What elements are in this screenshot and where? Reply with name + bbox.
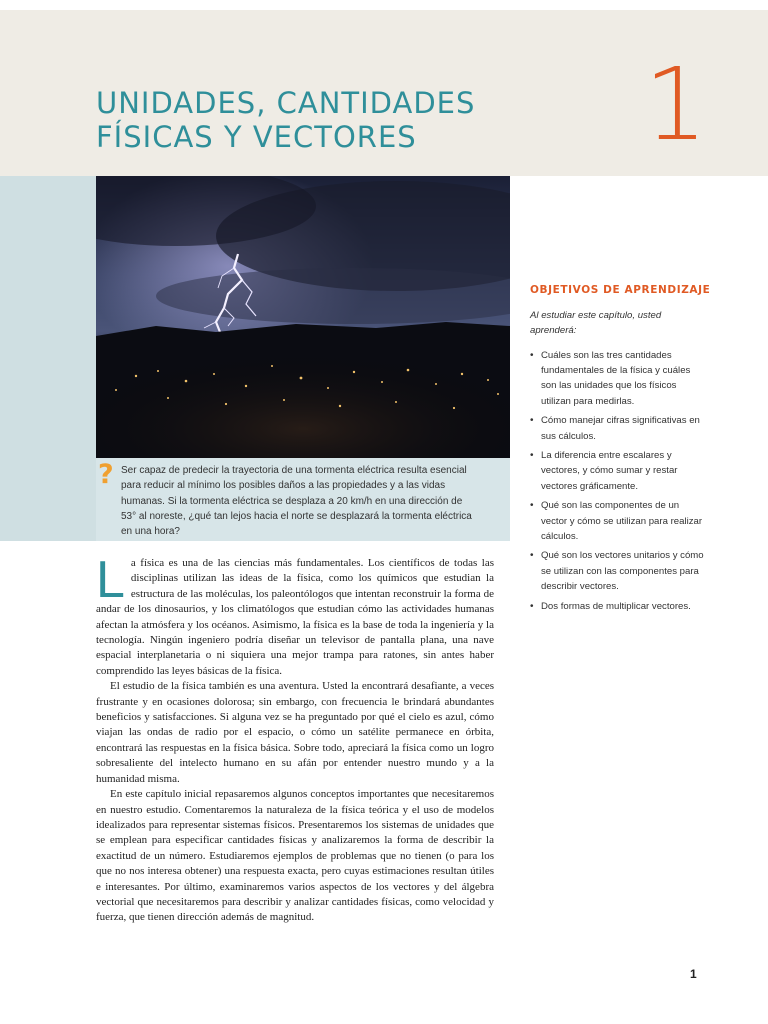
- objectives-list: [530, 348, 705, 614]
- chapter-title-line-2: FÍSICAS Y VECTORES: [96, 120, 417, 154]
- photo-caption: Ser capaz de predecir la trayectoria de una tormenta eléctrica resulta esencial para reducir al mínimo los posibles daños a las propiedades y a las vidas humanas. Si la tormenta eléctrica se desplaza a 20 km/h en una dirección de 53° al noreste, ¿qué tan lejos hacia el norte se desplazará la tormenta eléctrica en una hora?: [121, 465, 472, 538]
- chapter-title: [96, 86, 556, 154]
- objective-item: • Cuáles son las tres cantidades fundamentales de la física y cuáles son las unidades que los físicos utilizan para medirlas.: [530, 348, 705, 409]
- left-accent-band: [0, 176, 96, 541]
- objective-item: • Cómo manejar cifras significativas en sus cálculos.: [530, 413, 705, 443]
- objective-item: • Dos formas de multiplicar vectores.: [530, 599, 705, 614]
- chapter-body: [96, 551, 494, 926]
- page-number: 1: [690, 967, 697, 981]
- objective-item: • La diferencia entre escalares y vectores, y cómo sumar y restar vectores gráficamente.: [530, 448, 705, 494]
- top-margin: [0, 0, 768, 10]
- objective-item: • Qué son los vectores unitarios y cómo se utilizan con las componentes para describir vectores.: [530, 548, 705, 594]
- objectives-intro: Al estudiar este capítulo, usted aprenderá:: [530, 310, 662, 336]
- drop-cap: L: [96, 551, 125, 609]
- chapter-number: 1: [644, 46, 708, 163]
- body-paragraph-3: En este capítulo inicial repasaremos algunos conceptos importantes que necesitaremos en nuestro estudio. Comentaremos la naturaleza de la física teórica y el uso de modelos idealizados para representar sistemas físicos. Presentaremos los sistemas de unidades que se emplean para especificar cantidades físicas y analizaremos la forma de describir la exactitud de un número. Estudiaremos ejemplos de problemas que no tienen (o para los que no nos interesa obtener) una respuesta exacta, pero cuyas estimaciones resultan útiles e interesantes. Por último, examinaremos varios aspectos de los vectores y del álgebra vectorial que necesitaremos para describir y analizar cantidades físicas, como velocidad y fuerza, que tienen dirección además de magnitud.: [96, 788, 494, 924]
- question-mark-icon: ?: [98, 459, 114, 490]
- objective-item: • Qué son las componentes de un vector y cómo se utilizan para realizar cálculos.: [530, 498, 705, 544]
- body-paragraph-1: [96, 551, 494, 679]
- learning-objectives: [530, 284, 711, 618]
- lightning-storm-photo: [96, 176, 510, 458]
- chapter-title-line-1: UNIDADES, CANTIDADES: [96, 86, 476, 120]
- body-paragraph-2: El estudio de la física también es una aventura. Usted la encontrará desafiante, a veces frustrante y en ocasiones dolorosa; sin embargo, con frecuencia le brindará abundantes beneficios y satisfacciones. Si alguna vez se ha preguntado por qué el cielo es azul, cómo viajan las ondas de radio por el espacio, o cómo un satélite permanece en órbita, encontrará las respuestas en la física básica. Sobre todo, apreciará la física como un logro sobresaliente del intelecto humano en su afán por entender nuestro mundo y a la humanidad misma.: [96, 680, 494, 785]
- objectives-heading: OBJETIVOS DE APRENDIZAJE: [530, 284, 711, 296]
- body-paragraph-1-text: a física es una de las ciencias más fundamentales. Los científicos de todas las disciplinas utilizan las ideas de la física, como los químicos que estudian la estructura de las moléculas, los paleontólogos que intentan reconstruir la forma de andar de los dinosaurios, y los climatólogos que estudian cómo las actividades humanas afectan la atmósfera y los océanos. Asimismo, la física es la base de toda la ingeniería y la tecnología. Ningún ingeniero podría diseñar un televisor de pantalla plana, una nave espacial interplanetaria o ni siquiera una mejor trampa para ratones, sin antes haber comprendido las leyes básicas de la física.: [96, 557, 494, 677]
